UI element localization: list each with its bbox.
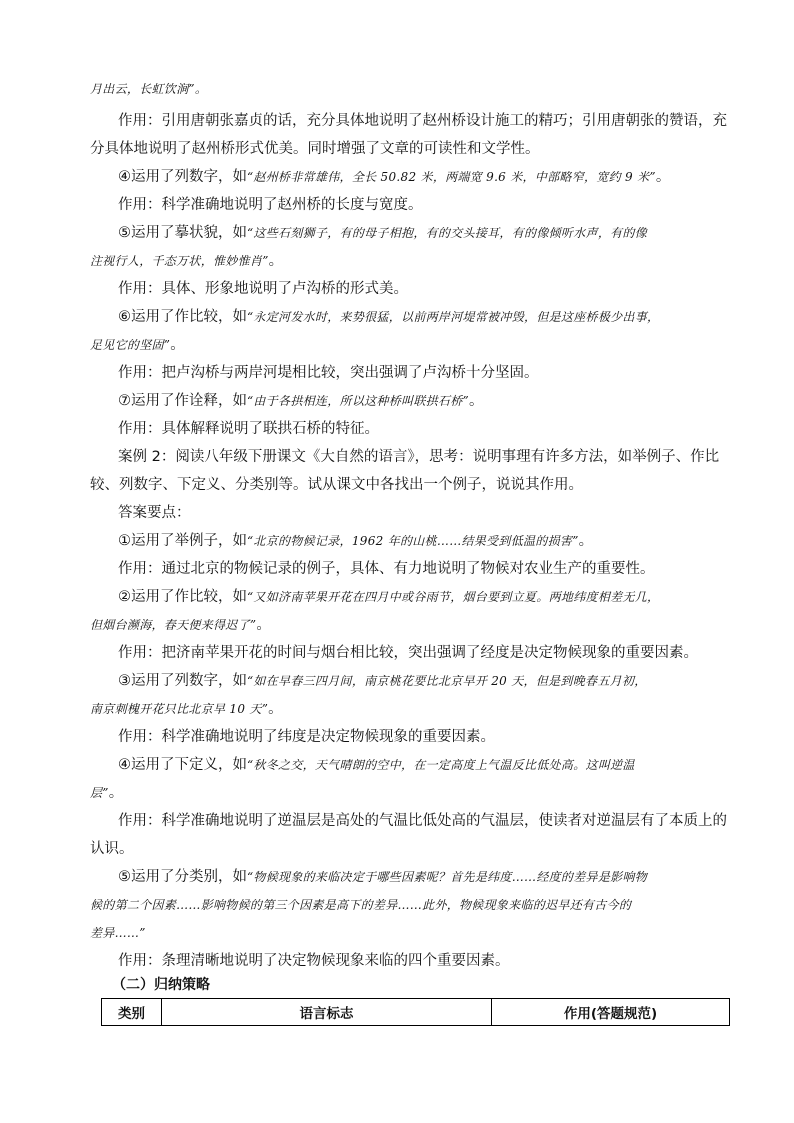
line-prefix: ②运用了作比较，如 bbox=[118, 589, 247, 605]
text-line bbox=[90, 335, 185, 355]
table-header-row bbox=[102, 999, 730, 1026]
text-line bbox=[118, 867, 647, 887]
quoted-text: 但烟台濒海，春天便来得迟了” bbox=[90, 618, 257, 632]
line-suffix: 。 bbox=[655, 169, 671, 185]
text-line: 答案要点： bbox=[118, 505, 191, 521]
column-header-category: 类别 bbox=[102, 999, 162, 1026]
text-line: 作用：引用唐朝张嘉贞的话，充分具体地说明了赵州桥设计施工的精巧；引用唐朝张的赞语，充 bbox=[118, 113, 727, 129]
quoted-text: “这些石刻狮子，有的母子相抱，有的交头接耳，有的像倾听水声，有的像 bbox=[247, 226, 648, 240]
line-prefix: ⑤运用了摹状貌，如 bbox=[118, 225, 247, 241]
text-line: 作用：条理清晰地说明了决定物候现象来临的四个重要因素。 bbox=[118, 953, 510, 969]
text-line bbox=[90, 783, 123, 803]
text-line: 案例 2：阅读八年级下册课文《大自然的语言》，思考：说明事理有许多方法，如举例子、作比 bbox=[118, 449, 720, 465]
text-line bbox=[118, 587, 659, 607]
section-heading: （二）归纳策略 bbox=[112, 977, 210, 993]
text-line bbox=[118, 167, 670, 187]
quoted-text: 足见它的坚固” bbox=[90, 338, 171, 352]
quoted-text: “又如济南苹果开花在四月中或谷雨节，烟台要到立夏。两地纬度相差无几， bbox=[247, 590, 660, 604]
text-line bbox=[118, 755, 635, 775]
line-suffix: 。 bbox=[170, 337, 185, 353]
text-line bbox=[90, 923, 146, 943]
strategy-table bbox=[101, 998, 730, 1026]
text-line: 较、列数字、下定义、分类别等。试从课文中各找出一个例子，说说其作用。 bbox=[90, 477, 583, 493]
quoted-text: “如在早春三四月间，南京桃花要比北京早开 20 天，但是到晚春五月初， bbox=[247, 674, 647, 688]
column-header-language-marker: 语言标志 bbox=[162, 999, 492, 1026]
text-line bbox=[118, 307, 659, 327]
line-suffix: 。 bbox=[468, 393, 484, 409]
line-prefix: ⑦运用了作诠释，如 bbox=[118, 393, 247, 409]
line-suffix: 。 bbox=[268, 253, 284, 269]
text-line bbox=[90, 895, 631, 915]
text-line bbox=[118, 223, 647, 243]
text-line bbox=[118, 391, 483, 411]
line-prefix: ③运用了列数字，如 bbox=[118, 673, 247, 689]
column-header-function: 作用(答题规范) bbox=[492, 999, 730, 1026]
text-line bbox=[90, 699, 283, 719]
line-suffix: 。 bbox=[256, 617, 271, 633]
text-line: 作用：具体、形象地说明了卢沟桥的形式美。 bbox=[118, 281, 408, 297]
text-line: 作用：把卢沟桥与两岸河堤相比较，突出强调了卢沟桥十分坚固。 bbox=[118, 365, 539, 381]
quoted-text: “秋冬之交，天气晴朗的空中，在一定高度上气温反比低处高。这叫逆温 bbox=[247, 758, 635, 772]
quoted-text: 南京刺槐开花只比北京早 10 天” bbox=[90, 702, 269, 716]
text-line: 分具体地说明了赵州桥形式优美。同时增强了文章的可读性和文学性。 bbox=[90, 141, 540, 157]
text-line bbox=[90, 79, 207, 99]
text-line bbox=[118, 671, 647, 691]
quoted-text: “北京的物候记录，1962 年的山桃……结果受到低温的损害” bbox=[247, 534, 579, 548]
line-prefix: ④运用了下定义，如 bbox=[118, 757, 247, 773]
text-line bbox=[90, 615, 271, 635]
text-line: 认识。 bbox=[90, 841, 134, 857]
text-line bbox=[90, 251, 283, 271]
quoted-text: 候的第二个因素……影响物候的第三个因素是高下的差异……此外，物候现象来临的迟早还有古今的 bbox=[90, 898, 632, 912]
line-suffix: 。 bbox=[578, 533, 594, 549]
line-prefix: ④运用了列数字，如 bbox=[118, 169, 247, 185]
line-suffix: 。 bbox=[108, 785, 124, 801]
text-line bbox=[118, 531, 593, 551]
text-line: 作用：科学准确地说明了纬度是决定物候现象的重要因素。 bbox=[118, 729, 495, 745]
text-line: 作用：科学准确地说明了赵州桥的长度与宽度。 bbox=[118, 197, 423, 213]
text-line: 作用：科学准确地说明了逆温层是高处的气温比低处高的气温层，使读者对逆温层有了本质上的 bbox=[118, 813, 727, 829]
line-prefix: ①运用了举例子，如 bbox=[118, 533, 247, 549]
quoted-text: “由于各拱相连，所以这种桥叫联拱石桥” bbox=[247, 394, 469, 408]
text-line: 作用：把济南苹果开花的时间与烟台相比较，突出强调了经度是决定物候现象的重要因素。 bbox=[118, 645, 698, 661]
quoted-text: 月出云，长虹饮涧”。 bbox=[90, 82, 208, 96]
quoted-text: “赵州桥非常雄伟，全长 50.82 米，两端宽 9.6 米，中部略窄，宽约 9 米” bbox=[247, 170, 656, 184]
text-line: 作用：具体解释说明了联拱石桥的特征。 bbox=[118, 421, 379, 437]
quoted-text: 层” bbox=[90, 786, 109, 800]
line-suffix: 。 bbox=[268, 701, 283, 717]
quoted-text: “物候现象的来临决定于哪些因素呢？首先是纬度……经度的差异是影响物 bbox=[247, 870, 648, 884]
quoted-text: “永定河发水时，来势很猛，以前两岸河堤常被冲毁，但是这座桥极少出事， bbox=[247, 310, 660, 324]
line-prefix: ⑥运用了作比较，如 bbox=[118, 309, 247, 325]
text-line: 作用：通过北京的物候记录的例子，具体、有力地说明了物候对农业生产的重要性。 bbox=[118, 561, 655, 577]
line-prefix: ⑤运用了分类别，如 bbox=[118, 869, 247, 885]
quoted-text: 差异……” bbox=[90, 926, 146, 940]
quoted-text: 注视行人，千态万状，惟妙惟肖” bbox=[90, 254, 269, 268]
